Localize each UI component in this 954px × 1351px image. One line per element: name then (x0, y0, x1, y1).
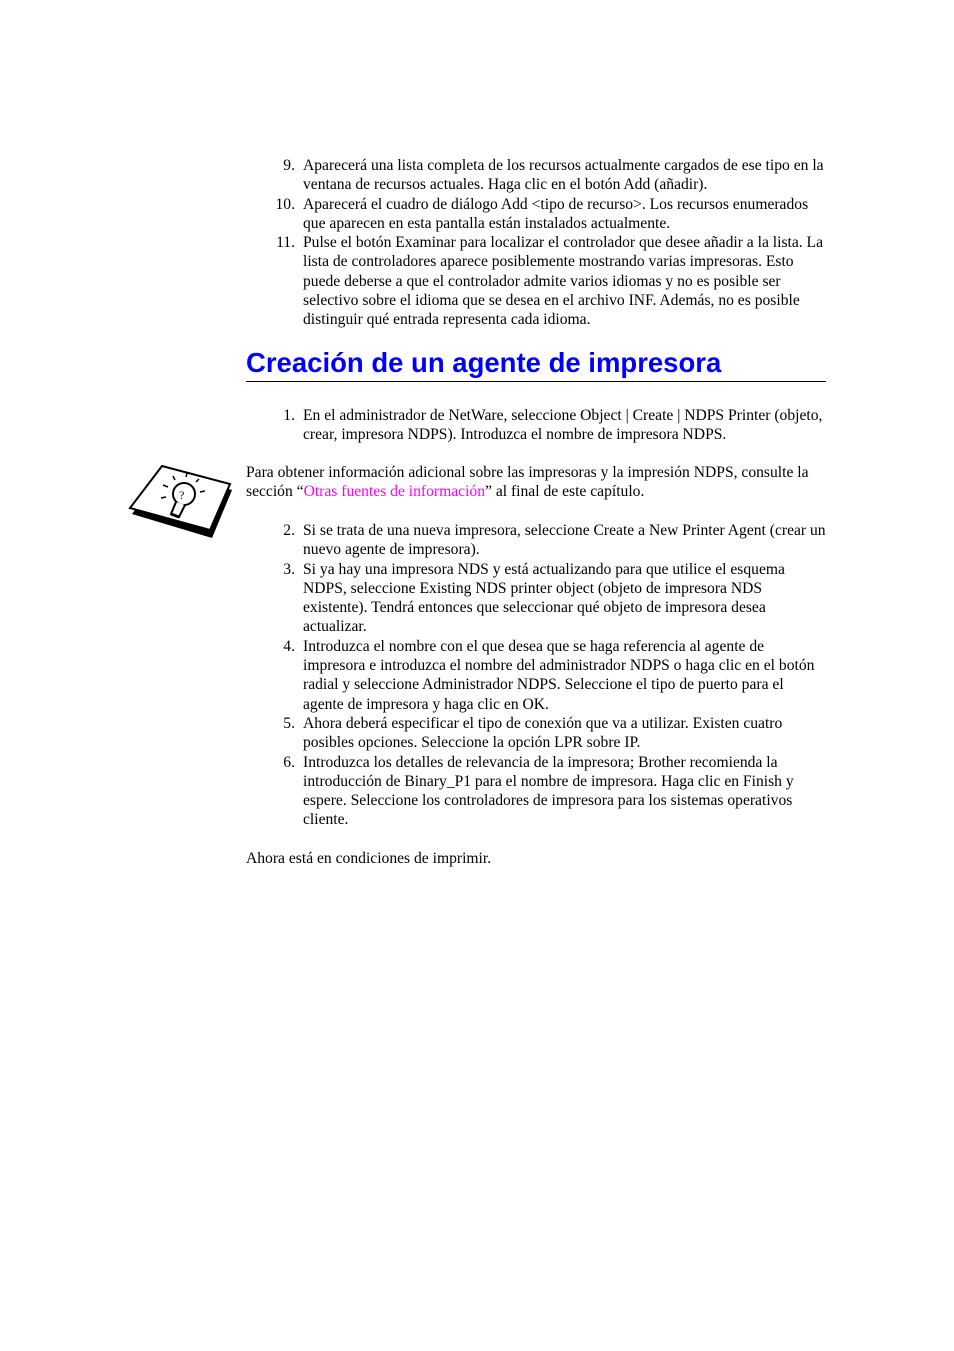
note-text-after: ” al final de este capítulo. (485, 483, 645, 501)
note-text-before: Para obtener información adicional sobre las impresoras y la impresión NDPS, consulte la sección “ (246, 464, 809, 501)
item-text: En el administrador de NetWare, seleccione Object | Create | NDPS Printer (objeto, crear, impresora NDPS). Introduzca el nombre de impresora NDPS. (303, 407, 823, 444)
item-number: 9. (283, 157, 295, 174)
item-text: Aparecerá una lista completa de los recursos actualmente cargados de ese tipo en la ventana de recursos actuales. Haga clic en el botón Add (añadir). (303, 157, 824, 194)
item-text: Aparecerá el cuadro de diálogo Add <tipo de recurso>. Los recursos enumerados que aparecen en esta pantalla están instalados actualmente. (303, 195, 809, 232)
list-item (246, 753, 826, 830)
item-text: Introduzca el nombre con el que desea que se haga referencia al agente de impresora e introduzca el nombre del administrador NDPS o haga clic en el botón radial y seleccione Administrador NDPS. Seleccione el tipo de puerto para el agente de impresora y haga clic en OK. (303, 637, 815, 713)
item-number: 1. (283, 407, 295, 424)
svg-text:?: ? (179, 488, 185, 502)
closing-paragraph: Ahora está en condiciones de imprimir. (246, 850, 492, 867)
item-text: Pulse el botón Examinar para localizar el controlador que desee añadir a la lista. La lista de controladores aparece posiblemente mostrando varias impresoras. Esto puede deberse a que el controlador admite varios idiomas y no es posible ser selectivo sobre el idioma que se desea en el archivo INF. Además, no es posible distinguir qué entrada representa cada idioma. (303, 234, 824, 329)
list-top (246, 156, 826, 330)
list-step1 (246, 406, 826, 445)
item-number: 5. (283, 714, 295, 732)
list-item (246, 233, 826, 329)
item-number: 6. (283, 753, 295, 771)
list-steps (246, 521, 826, 830)
item-number: 2. (283, 522, 295, 539)
list-item (246, 195, 826, 234)
section-title: Creación de un agente de impresora (246, 346, 826, 382)
item-number: 11. (276, 234, 295, 252)
cross-reference-link[interactable]: Otras fuentes de información (303, 483, 486, 501)
item-number: 10. (275, 195, 295, 213)
item-text: Si se trata de una nueva impresora, seleccione Create a New Printer Agent (crear un nuevo agente de impresora). (303, 522, 826, 559)
item-number: 3. (283, 560, 295, 578)
item-text: Si ya hay una impresora NDS y está actualizando para que utilice el esquema NDPS, seleccione Existing NDS printer object (objeto de impresora NDS existente). Tendrá entonces que seleccionar qué objeto de impresora desea actualizar. (303, 560, 785, 636)
list-item (246, 637, 826, 714)
list-item (246, 406, 826, 445)
lightbulb-note-icon (128, 462, 234, 540)
item-text: Ahora deberá especificar el tipo de conexión que va a utilizar. Existen cuatro posibles opciones. Seleccione la opción LPR sobre IP. (303, 714, 783, 752)
list-item (246, 156, 826, 195)
list-item (246, 521, 826, 560)
item-number: 4. (283, 637, 295, 655)
list-item (246, 560, 826, 637)
list-item (246, 714, 826, 753)
item-text: Introduzca los detalles de relevancia de la impresora; Brother recomienda la introducción de Binary_P1 para el nombre de impresora. Haga clic en Finish y espere. Seleccione los controladores de impresora para los sistemas operativos cliente. (303, 753, 794, 829)
note-paragraph (246, 463, 826, 502)
